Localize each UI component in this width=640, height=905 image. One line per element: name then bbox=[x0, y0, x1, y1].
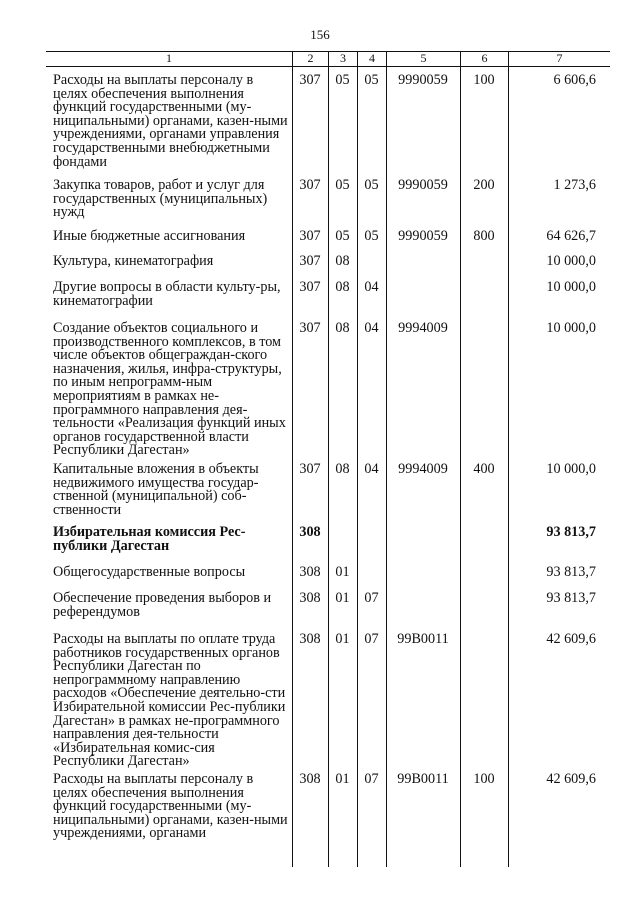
row-csr bbox=[386, 281, 460, 308]
row-vr bbox=[460, 255, 508, 269]
row-pr: 05 bbox=[364, 228, 379, 244]
row-rz: 08 bbox=[335, 253, 350, 269]
page-number: 156 bbox=[310, 27, 330, 42]
row-sum: 10 000,0 bbox=[546, 320, 596, 336]
row-sum: 10 000,0 bbox=[546, 461, 596, 477]
row-rz: 08 bbox=[335, 461, 350, 477]
row-sum: 1 273,6 bbox=[553, 177, 596, 193]
row-name: Обеспечение проведения выборов и референдумов bbox=[53, 590, 272, 620]
header-col-7: 7 bbox=[508, 52, 610, 66]
row-name: Закупка товаров, работ и услуг для государственных (муниципальных) нужд bbox=[53, 177, 268, 221]
table-row bbox=[46, 633, 610, 769]
row-sum: 10 000,0 bbox=[546, 279, 596, 295]
row-vr bbox=[460, 322, 508, 458]
row-sum: 64 626,7 bbox=[546, 228, 596, 244]
row-sum: 93 813,7 bbox=[546, 590, 596, 606]
row-csr bbox=[386, 592, 460, 619]
row-rz: 05 bbox=[335, 177, 350, 193]
row-vr bbox=[460, 592, 508, 619]
table-row bbox=[46, 773, 610, 841]
row-name: Создание объектов социального и производственного комплексов, в том числе объектов общеграждан-ского назначения, жилья, инфра-структуры, по иным непрограмм-ным мероприятиям в рамках не-программного направления дея-тельности «Реализация функций иных органов государственной власти Республики Дагестан» bbox=[53, 320, 286, 459]
header-col-2: 2 bbox=[292, 52, 328, 66]
table-row bbox=[46, 592, 610, 619]
table-header bbox=[46, 51, 610, 67]
row-pr: 04 bbox=[364, 279, 379, 295]
row-pr bbox=[357, 255, 386, 269]
row-sum: 10 000,0 bbox=[546, 253, 596, 269]
table-row bbox=[46, 566, 610, 580]
table-row bbox=[46, 179, 610, 220]
row-rz: 01 bbox=[335, 631, 350, 647]
row-vr: 100 bbox=[473, 771, 495, 787]
row-sum: 42 609,6 bbox=[546, 631, 596, 647]
row-ved: 307 bbox=[299, 253, 321, 269]
row-vr bbox=[460, 566, 508, 580]
row-pr: 07 bbox=[364, 631, 379, 647]
row-pr bbox=[357, 566, 386, 580]
row-rz: 05 bbox=[335, 228, 350, 244]
row-name: Капитальные вложения в объекты недвижимого имущества государ-ственной (муниципальной) соб-ственности bbox=[53, 461, 259, 518]
row-pr: 04 bbox=[364, 320, 379, 336]
row-ved: 307 bbox=[299, 320, 321, 336]
row-pr: 07 bbox=[364, 771, 379, 787]
row-csr: 9990059 bbox=[398, 177, 448, 193]
row-pr: 04 bbox=[364, 461, 379, 477]
row-rz: 01 bbox=[335, 564, 350, 580]
row-name: Расходы на выплаты по оплате труда работников государственных органов Республики Дагестан по непрограммному направлению расходов «Обеспечение деятельно-сти Избирательной комиссии Рес-публики Дагестан» в рамках не-программного направления дея-тельности «Избирательная комис-сия Республики Дагестан» bbox=[53, 631, 286, 770]
row-pr: 05 bbox=[364, 72, 379, 88]
budget-table bbox=[46, 51, 610, 842]
row-name: Расходы на выплаты персоналу в целях обеспечения выполнения функций государственными (му-ниципальными) органами, казен-ными учреждениями, органами управления государственными внебюджетными фондами bbox=[53, 72, 288, 170]
row-vr bbox=[460, 281, 508, 308]
row-pr: 05 bbox=[364, 177, 379, 193]
row-vr: 100 bbox=[473, 72, 495, 88]
row-ved: 308 bbox=[299, 771, 321, 787]
row-sum: 93 813,7 bbox=[546, 524, 596, 540]
row-ved: 308 bbox=[299, 590, 321, 606]
row-csr bbox=[386, 255, 460, 269]
row-vr: 800 bbox=[473, 228, 495, 244]
row-vr: 200 bbox=[473, 177, 495, 193]
header-col-3: 3 bbox=[328, 52, 357, 66]
row-csr: 99В0011 bbox=[397, 631, 449, 647]
row-ved: 307 bbox=[299, 279, 321, 295]
table-row bbox=[46, 463, 610, 517]
row-csr bbox=[386, 526, 460, 553]
row-name: Другие вопросы в области культу-ры, кинематографии bbox=[53, 279, 281, 309]
table-row bbox=[46, 74, 610, 169]
row-ved: 307 bbox=[299, 72, 321, 88]
header-col-6: 6 bbox=[460, 52, 508, 66]
row-rz: 08 bbox=[335, 320, 350, 336]
table-row bbox=[46, 322, 610, 458]
table-row bbox=[46, 526, 610, 553]
row-ved: 307 bbox=[299, 461, 321, 477]
row-sum: 42 609,6 bbox=[546, 771, 596, 787]
row-csr: 9990059 bbox=[398, 228, 448, 244]
header-col-5: 5 bbox=[386, 52, 460, 66]
row-csr: 9990059 bbox=[398, 72, 448, 88]
row-ved: 308 bbox=[299, 524, 321, 540]
row-csr: 9994009 bbox=[398, 461, 448, 477]
row-rz bbox=[328, 526, 357, 553]
row-csr bbox=[386, 566, 460, 580]
row-vr: 400 bbox=[473, 461, 495, 477]
row-ved: 308 bbox=[299, 564, 321, 580]
row-vr bbox=[460, 633, 508, 769]
table-row bbox=[46, 230, 610, 244]
row-rz: 05 bbox=[335, 72, 350, 88]
row-name: Общегосударственные вопросы bbox=[53, 564, 246, 580]
row-pr bbox=[357, 526, 386, 553]
row-sum: 93 813,7 bbox=[546, 564, 596, 580]
row-rz: 01 bbox=[335, 771, 350, 787]
row-name: Иные бюджетные ассигнования bbox=[53, 228, 246, 244]
row-vr bbox=[460, 526, 508, 553]
row-rz: 08 bbox=[335, 279, 350, 295]
row-ved: 307 bbox=[299, 228, 321, 244]
row-name: Расходы на выплаты персоналу в целях обеспечения выполнения функций государственными (му-ниципальными) органами, казен-ными учреждениями, органами bbox=[53, 771, 288, 842]
row-pr: 07 bbox=[364, 590, 379, 606]
row-csr: 99В0011 bbox=[397, 771, 449, 787]
row-csr: 9994009 bbox=[398, 320, 448, 336]
row-rz: 01 bbox=[335, 590, 350, 606]
row-name: Культура, кинематография bbox=[53, 253, 214, 269]
table-row bbox=[46, 281, 610, 308]
row-sum: 6 606,6 bbox=[553, 72, 596, 88]
table-row bbox=[46, 255, 610, 269]
header-col-4: 4 bbox=[357, 52, 386, 66]
row-ved: 308 bbox=[299, 631, 321, 647]
row-name: Избирательная комиссия Рес-публики Дагестан bbox=[53, 524, 246, 554]
row-ved: 307 bbox=[299, 177, 321, 193]
header-col-1: 1 bbox=[166, 51, 172, 65]
